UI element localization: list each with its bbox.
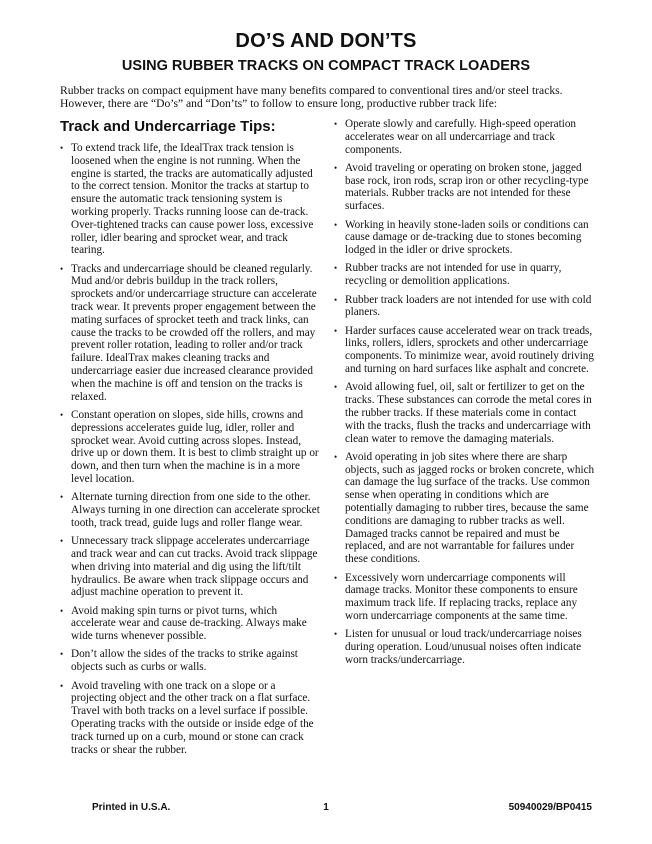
bullet-icon: • [60,263,64,274]
bullet-icon: • [60,409,64,420]
tip-text: Constant operation on slopes, side hills, crowns and depressions accelerates guide lug, idler, roller and sprocket wear. Avoid cutting across slopes. Instead, drive up or down them. It is best to climb straight up or down, and then turn when the machine is in a more level location. [71,408,319,485]
list-item [60,605,322,643]
tip-text: Unnecessary track slippage accelerates undercarriage and track wear and can cut tracks. Avoid track slippage when driving into material and dig using the lift/tilt hydraulics. Be aware when track slippage occurs and adjust machine operation to prevent it. [71,535,318,599]
tip-text: Rubber track loaders are not intended for use with cold planers. [345,293,592,319]
tip-text: Tracks and undercarriage should be cleaned regularly. Mud and/or debris buildup in the track rollers, sprockets and/or undercarriage structure can accelerate track wear. It prevents proper engagement between the mating surfaces of sprocket teeth and track links, can cause the tracks to be crowded off the rollers, and may prevent roller rotation, leading to roller and/or track failure. IdealTrax makes cleaning tracks and undercarriage easier due increased clearance provided when the machine is off and tension on the tracks is relaxed. [71,262,317,403]
tip-text: Harder surfaces cause accelerated wear on track treads, links, rollers, idlers, sprockets and other undercarriage components. To minimize wear, avoid routinely driving and turning on hard surfaces like asphalt and concrete. [345,324,594,376]
list-item [334,572,598,623]
page-title: DO’S AND DON’TS [235,30,417,52]
tip-text: Excessively worn undercarriage components will damage tracks. Monitor these components to ensure maximum track life. If replacing tracks, replace any worn undercarriage components at the same time. [345,571,578,622]
bullet-icon: • [334,119,338,129]
tip-text: Avoid operating in job sites where there are sharp objects, such as jagged rocks or broken concrete, which can damage the lug surface of the tracks. Use common sense when operating in conditions which are potentially damaging to rubber tires, because the same conditions are damaging to rubber tracks as well. Damaged tracks cannot be repaired and must be replaced, and are not warrantable for failures under these conditions. [345,450,595,566]
bullet-icon: • [334,162,338,173]
bullet-icon: • [334,451,338,462]
tip-text: Listen for unusual or loud track/undercarriage noises during operation. Loud/unusual noises often indicate worn tracks/undercarriage. [345,628,582,666]
left-tips-list [60,142,322,756]
tip-text: Avoid traveling with one track on a slope or a projecting object and the other track on a flat surface. Travel with both tracks on a level surface if possible. Operating tracks with the outside or inside edge of the track turned up on a curb, mound or stone can crack tracks or shear the rubber. [71,679,314,756]
bullet-icon: • [60,605,64,616]
tip-text: To extend track life, the IdealTrax track tension is loosened when the engine is not running. When the engine is started, the tracks are automatically adjusted to the correct tension. Monitor the tracks at startup to ensure the automatic track tensioning system is working properly. Tracks running loose can de-track. Over-tightened tracks can cause power loss, excessive roller, idler bearing and sprocket wear, and track tearing. [71,142,314,257]
tip-text: Avoid allowing fuel, oil, salt or fertilizer to get on the tracks. These substances can corrode the metal cores in the rubber tracks. If these materials come in contact with the tracks, flush the tracks and undercarriage with clean water to remove the damaging materials. [345,381,592,445]
bullet-icon: • [334,629,338,640]
bullet-icon: • [60,492,64,503]
bullet-icon: • [334,572,338,583]
list-item [334,162,598,213]
list-item [334,451,598,566]
tip-text: Avoid traveling or operating on broken stone, jagged base rock, iron rods, scrap iron or other recycling-type materials. Rubber tracks are not intended for these surfaces. [345,161,589,213]
list-item [334,325,598,376]
list-item [60,409,322,486]
tip-text: Rubber tracks are not intended for use in quarry, recycling or demolition applications. [345,262,562,288]
intro-paragraph: Rubber tracks on compact equipment have many benefits compared to conventional tires and/or steel tracks. However, there are “Do’s” and “Don’ts” to follow to ensure long, productive rubber track life: [60,84,563,111]
bullet-icon: • [334,219,338,230]
footer-printed: Printed in U.S.A. [92,802,171,813]
tip-text: Working in heavily stone-laden soils or conditions can cause damage or de-tracking due to stones becoming lodged in the idler or drive sprockets. [345,218,589,257]
list-item [60,680,322,757]
list-item [334,118,598,156]
right-column [334,118,598,672]
list-item [334,219,598,257]
page-subtitle: USING RUBBER TRACKS ON COMPACT TRACK LOADERS [121,58,531,74]
bullet-icon: • [334,325,338,336]
list-item [334,262,598,288]
list-item [334,628,598,666]
bullet-icon: • [60,536,64,547]
list-item [334,381,598,445]
bullet-icon: • [334,382,338,393]
bullet-icon: • [60,143,64,153]
list-item [334,294,598,320]
right-tips-list [334,118,598,667]
list-item [60,263,322,404]
tip-text: Don’t allow the sides of the tracks to strike against objects such as curbs or walls. [71,648,298,674]
list-item [60,648,322,674]
left-column [60,118,322,762]
footer-doc-code: 50940029/BP0415 [508,802,592,813]
list-item [60,142,322,257]
tip-text: Alternate turning direction from one side to the other. Always turning in one direction can accelerate sprocket tooth, track tread, guide lugs and roller flange wear. [71,491,320,529]
bullet-icon: • [334,294,338,305]
section-heading: Track and Undercarriage Tips: [60,118,276,135]
bullet-icon: • [334,263,338,274]
list-item [60,535,322,599]
footer-page-number: 1 [323,802,329,813]
bullet-icon: • [60,649,64,660]
tip-text: Avoid making spin turns or pivot turns, which accelerate wear and cause de-tracking. Always make wide turns whenever possible. [71,604,307,643]
tip-text: Operate slowly and carefully. High-speed operation accelerates wear on all undercarriage and track components. [345,118,577,156]
bullet-icon: • [60,680,64,691]
list-item [60,491,322,529]
